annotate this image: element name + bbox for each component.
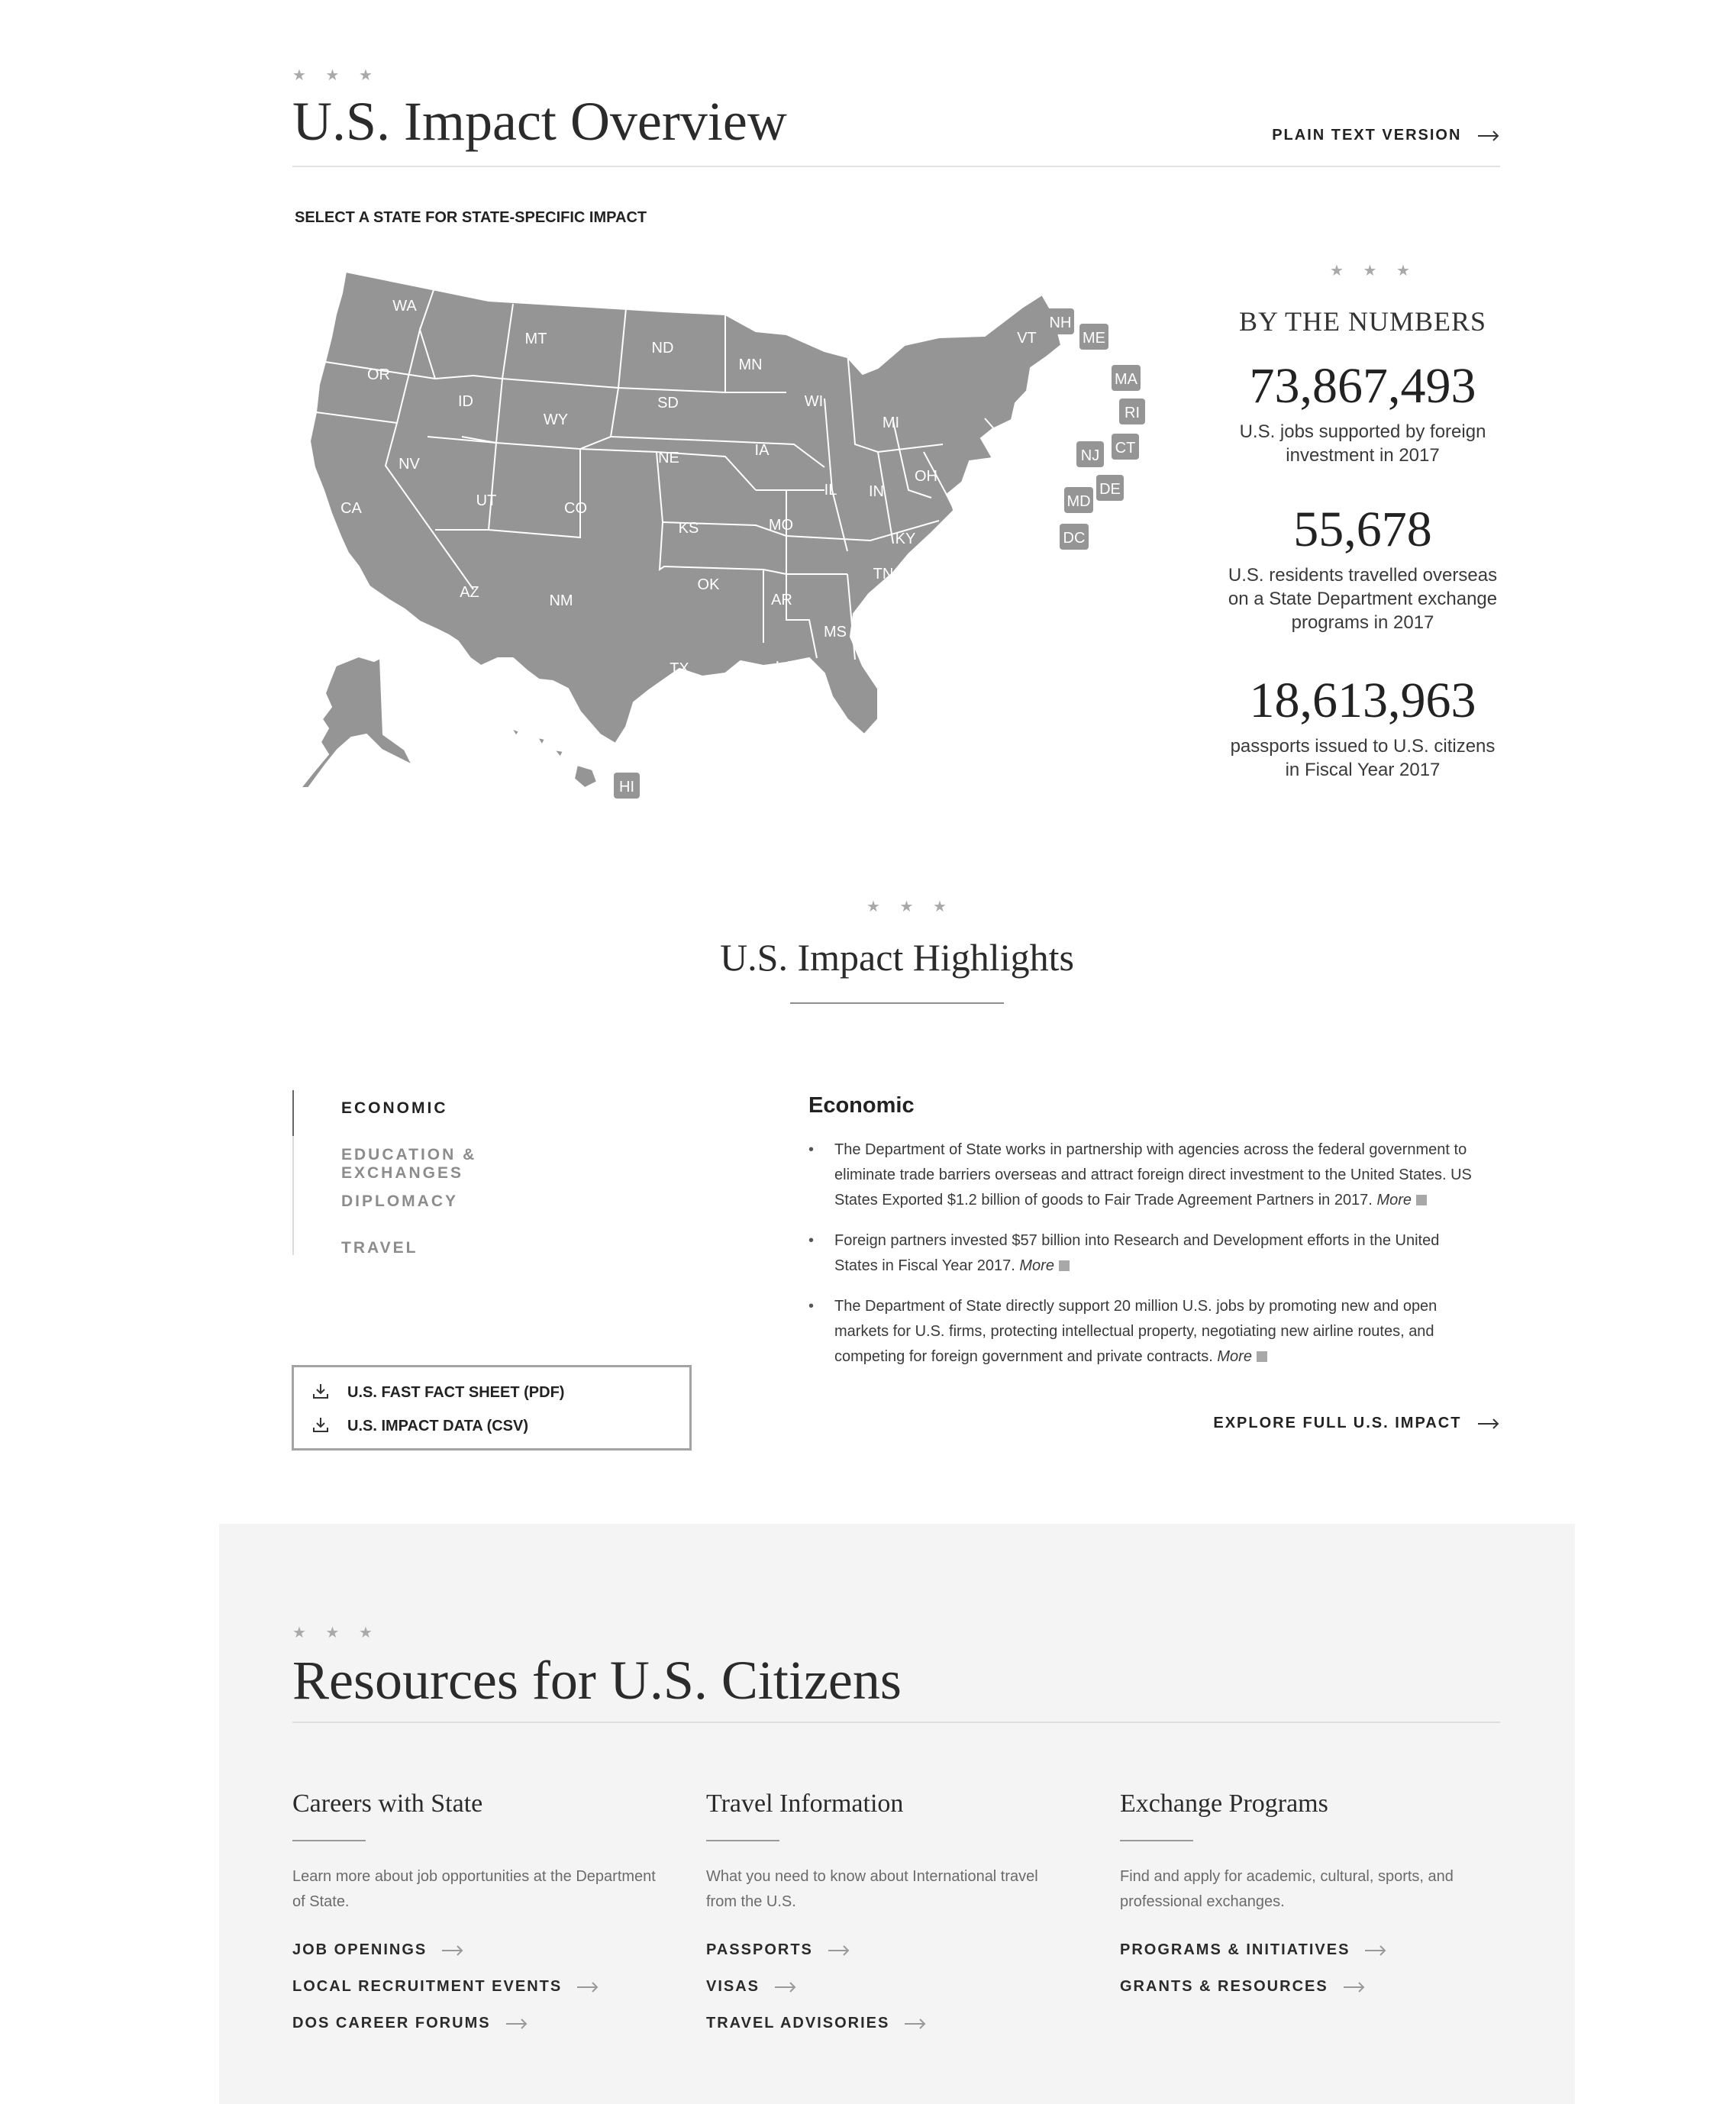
heading-underline: [1120, 1840, 1193, 1841]
download-fact-sheet-link[interactable]: U.S. FAST FACT SHEET (PDF): [312, 1383, 564, 1402]
job-openings-link[interactable]: JOB OPENINGS: [292, 1931, 674, 1968]
resources-title: Resources for U.S. Citizens: [292, 1650, 902, 1711]
download-icon: [312, 1416, 329, 1433]
stat-exchange: [1210, 501, 1515, 634]
state-box-nj[interactable]: [1076, 441, 1104, 467]
state-label-mi[interactable]: MI: [882, 415, 900, 431]
heading-underline: [292, 1840, 366, 1841]
state-label-ga[interactable]: GA: [930, 624, 953, 641]
hawaii-shape[interactable]: [511, 728, 597, 788]
more-link[interactable]: More: [1019, 1257, 1054, 1274]
state-label-ut[interactable]: UT: [476, 492, 497, 509]
column-heading: Exchange Programs: [1120, 1789, 1328, 1818]
external-link-icon: [1416, 1195, 1427, 1205]
travel-advisories-link[interactable]: TRAVEL ADVISORIES: [706, 2005, 1088, 2041]
state-box-ri[interactable]: [1119, 399, 1145, 424]
state-box-hi[interactable]: [614, 773, 640, 799]
section-stars: ★ ★ ★: [866, 899, 954, 915]
state-box-nh[interactable]: [1047, 308, 1074, 334]
state-label-mn[interactable]: MN: [738, 357, 763, 373]
state-box-me[interactable]: [1079, 324, 1108, 350]
plain-text-version-label: PLAIN TEXT VERSION: [1272, 127, 1462, 144]
by-the-numbers-title: BY THE NUMBERS: [1238, 306, 1487, 337]
stat-value: 73,867,493: [1249, 358, 1476, 414]
explore-full-impact-link[interactable]: [1213, 1415, 1499, 1432]
arrow-right-icon: [1365, 1945, 1386, 1956]
external-link-icon: [1059, 1260, 1070, 1271]
divider: [292, 166, 1500, 167]
arrow-right-icon: [828, 1945, 850, 1956]
alaska-shape[interactable]: [301, 657, 412, 788]
state-label-la[interactable]: LA: [775, 659, 795, 676]
state-label-ak[interactable]: AK: [388, 697, 409, 714]
state-label-nd[interactable]: ND: [651, 340, 674, 357]
page-title: U.S. Impact Overview: [292, 91, 787, 152]
state-label-nv[interactable]: NV: [399, 456, 420, 473]
state-label-ks[interactable]: KS: [678, 520, 699, 537]
arrow-right-icon: [775, 1982, 796, 1993]
state-label-il[interactable]: IL: [824, 482, 837, 499]
state-label-ar[interactable]: AR: [771, 592, 792, 608]
list-item: • Foreign partners invested $57 billion into Research and Development efforts in the United States in Fiscal Year 2017. More: [808, 1228, 1496, 1279]
more-link[interactable]: More: [1217, 1348, 1252, 1365]
state-label-nm[interactable]: NM: [549, 592, 573, 609]
svg-text:VT: VT: [1017, 330, 1037, 347]
state-label-tx[interactable]: TX: [670, 660, 689, 677]
tab-economic[interactable]: ECONOMIC: [341, 1099, 448, 1117]
svg-text:RI: RI: [1125, 405, 1140, 421]
state-label-wv[interactable]: WV: [949, 497, 975, 514]
tab-education-exchanges[interactable]: EDUCATION & EXCHANGES: [341, 1146, 477, 1182]
state-label-al[interactable]: AL: [874, 619, 894, 636]
svg-text:NH: NH: [1049, 315, 1072, 331]
state-label-ms[interactable]: MS: [824, 624, 847, 641]
dos-career-forums-link[interactable]: DOS CAREER FORUMS: [292, 2005, 674, 2041]
state-label-mt[interactable]: MT: [524, 331, 547, 347]
us-state-map[interactable]: [298, 261, 1176, 818]
state-label-ky[interactable]: KY: [895, 531, 916, 547]
state-label-ia[interactable]: IA: [754, 442, 770, 459]
highlights-title: U.S. Impact Highlights: [720, 936, 1074, 979]
highlight-bullets: [808, 1138, 1496, 1385]
arrow-right-icon: [577, 1982, 599, 1993]
plain-text-version-link[interactable]: [1272, 127, 1499, 144]
stat-description: U.S. jobs supported by foreign investment in 2017: [1239, 421, 1486, 466]
resource-column-careers: [292, 1789, 674, 2041]
svg-text:NJ: NJ: [1080, 447, 1100, 464]
grants-resources-link[interactable]: GRANTS & RESOURCES: [1120, 1968, 1502, 2005]
state-label-in[interactable]: IN: [869, 483, 884, 500]
state-label-co[interactable]: CO: [564, 500, 587, 517]
state-label-ca[interactable]: CA: [340, 500, 362, 517]
state-label-ny[interactable]: NY: [1024, 393, 1046, 410]
svg-text:ME: ME: [1083, 330, 1105, 347]
arrow-right-icon: [1344, 1982, 1365, 1993]
svg-text:MA: MA: [1115, 371, 1137, 388]
state-label-va[interactable]: VA: [996, 508, 1016, 524]
svg-text:DE: DE: [1099, 481, 1121, 498]
heading-underline: [706, 1840, 779, 1841]
state-label-or[interactable]: OR: [367, 366, 390, 383]
external-link-icon: [1257, 1351, 1267, 1362]
state-label-nc[interactable]: NC: [998, 552, 1021, 569]
state-label-sd[interactable]: SD: [657, 395, 679, 411]
section-stars: ★ ★ ★: [292, 67, 380, 84]
explore-label: EXPLORE FULL U.S. IMPACT: [1213, 1415, 1462, 1431]
state-box-ma[interactable]: [1112, 365, 1141, 391]
state-label-ne[interactable]: NE: [658, 450, 679, 466]
state-box-md[interactable]: [1064, 487, 1093, 513]
state-label-id[interactable]: ID: [458, 393, 473, 410]
stat-description: U.S. residents travelled overseas on a State Department exchange programs in 2017: [1228, 565, 1498, 633]
stat-description: passports issued to U.S. citizens in Fiscal Year 2017: [1230, 736, 1496, 780]
state-label-fl[interactable]: FL: [981, 721, 999, 738]
list-item: • The Department of State works in partnership with agencies across the federal government to eliminate trade barriers overseas and attract foreign direct investment to the United States. US States Exported $1.2 billion of goods to Fair Trade Agreement Partners in 2017. More: [808, 1138, 1496, 1213]
svg-text:CT: CT: [1115, 440, 1136, 457]
resource-column-travel: [706, 1789, 1088, 2041]
stat-value: 55,678: [1293, 502, 1432, 557]
state-label-tn[interactable]: TN: [873, 566, 894, 582]
state-label-sc[interactable]: SC: [970, 593, 991, 610]
state-label-az[interactable]: AZ: [460, 584, 479, 601]
tab-diplomacy[interactable]: DIPLOMACY: [341, 1192, 458, 1210]
state-label-wy[interactable]: WY: [543, 411, 569, 428]
divider: [292, 1722, 1500, 1723]
more-link[interactable]: More: [1376, 1192, 1412, 1209]
state-label-ok[interactable]: OK: [697, 576, 720, 593]
svg-text:DC: DC: [1063, 530, 1086, 547]
column-description: Learn more about job opportunities at the Department of State.: [292, 1868, 656, 1910]
section-stars: ★ ★ ★: [292, 1625, 380, 1641]
highlight-tabs: [292, 1090, 599, 1255]
state-label-oh[interactable]: OH: [915, 468, 937, 485]
arrow-right-icon: [905, 2018, 926, 2029]
resource-column-exchange: [1120, 1789, 1502, 2005]
programs-initiatives-link[interactable]: PROGRAMS & INITIATIVES: [1120, 1931, 1502, 1968]
state-label-wi[interactable]: WI: [804, 393, 824, 410]
download-impact-data-link[interactable]: U.S. IMPACT DATA (CSV): [312, 1416, 528, 1435]
download-icon: [312, 1383, 329, 1399]
arrow-right-icon: [1478, 131, 1499, 141]
visas-link[interactable]: VISAS: [706, 1968, 1088, 2005]
column-heading: Careers with State: [292, 1789, 483, 1818]
list-item: • The Department of State directly support 20 million U.S. jobs by promoting new and open markets for U.S. firms, protecting intellectual property, negotiating new airline routes, and competing for foreign government and private contracts. More: [808, 1294, 1496, 1370]
column-heading: Travel Information: [706, 1789, 904, 1818]
passports-link[interactable]: PASSPORTS: [706, 1931, 1088, 1968]
column-description: What you need to know about International travel from the U.S.: [706, 1868, 1038, 1910]
active-tab-heading: Economic: [808, 1093, 915, 1118]
state-label-pa[interactable]: PA: [990, 440, 1010, 457]
downloads-box: [292, 1365, 692, 1451]
arrow-right-icon: [442, 1945, 463, 1956]
section-stars: ★ ★ ★: [1330, 263, 1418, 279]
active-tab-indicator: [292, 1090, 294, 1136]
stat-passports: [1210, 672, 1515, 782]
arrow-right-icon: [1478, 1418, 1499, 1429]
state-box-vt[interactable]: [1014, 324, 1040, 350]
column-description: Find and apply for academic, cultural, sports, and professional exchanges.: [1120, 1868, 1454, 1910]
state-box-ct[interactable]: [1112, 434, 1139, 460]
svg-text:HI: HI: [619, 779, 634, 795]
tab-travel[interactable]: TRAVEL: [341, 1239, 418, 1257]
select-state-label: SELECT A STATE FOR STATE-SPECIFIC IMPACT: [295, 209, 647, 226]
state-box-de[interactable]: [1096, 475, 1124, 501]
svg-text:MD: MD: [1066, 493, 1091, 510]
state-label-wa[interactable]: WA: [392, 298, 417, 315]
local-recruitment-events-link[interactable]: LOCAL RECRUITMENT EVENTS: [292, 1968, 674, 2005]
state-label-mo[interactable]: MO: [768, 517, 794, 534]
arrow-right-icon: [506, 2018, 528, 2029]
title-underline: [790, 1002, 1004, 1004]
stat-value: 18,613,963: [1249, 673, 1476, 728]
state-box-dc[interactable]: [1060, 524, 1089, 550]
stat-jobs: [1210, 357, 1515, 467]
